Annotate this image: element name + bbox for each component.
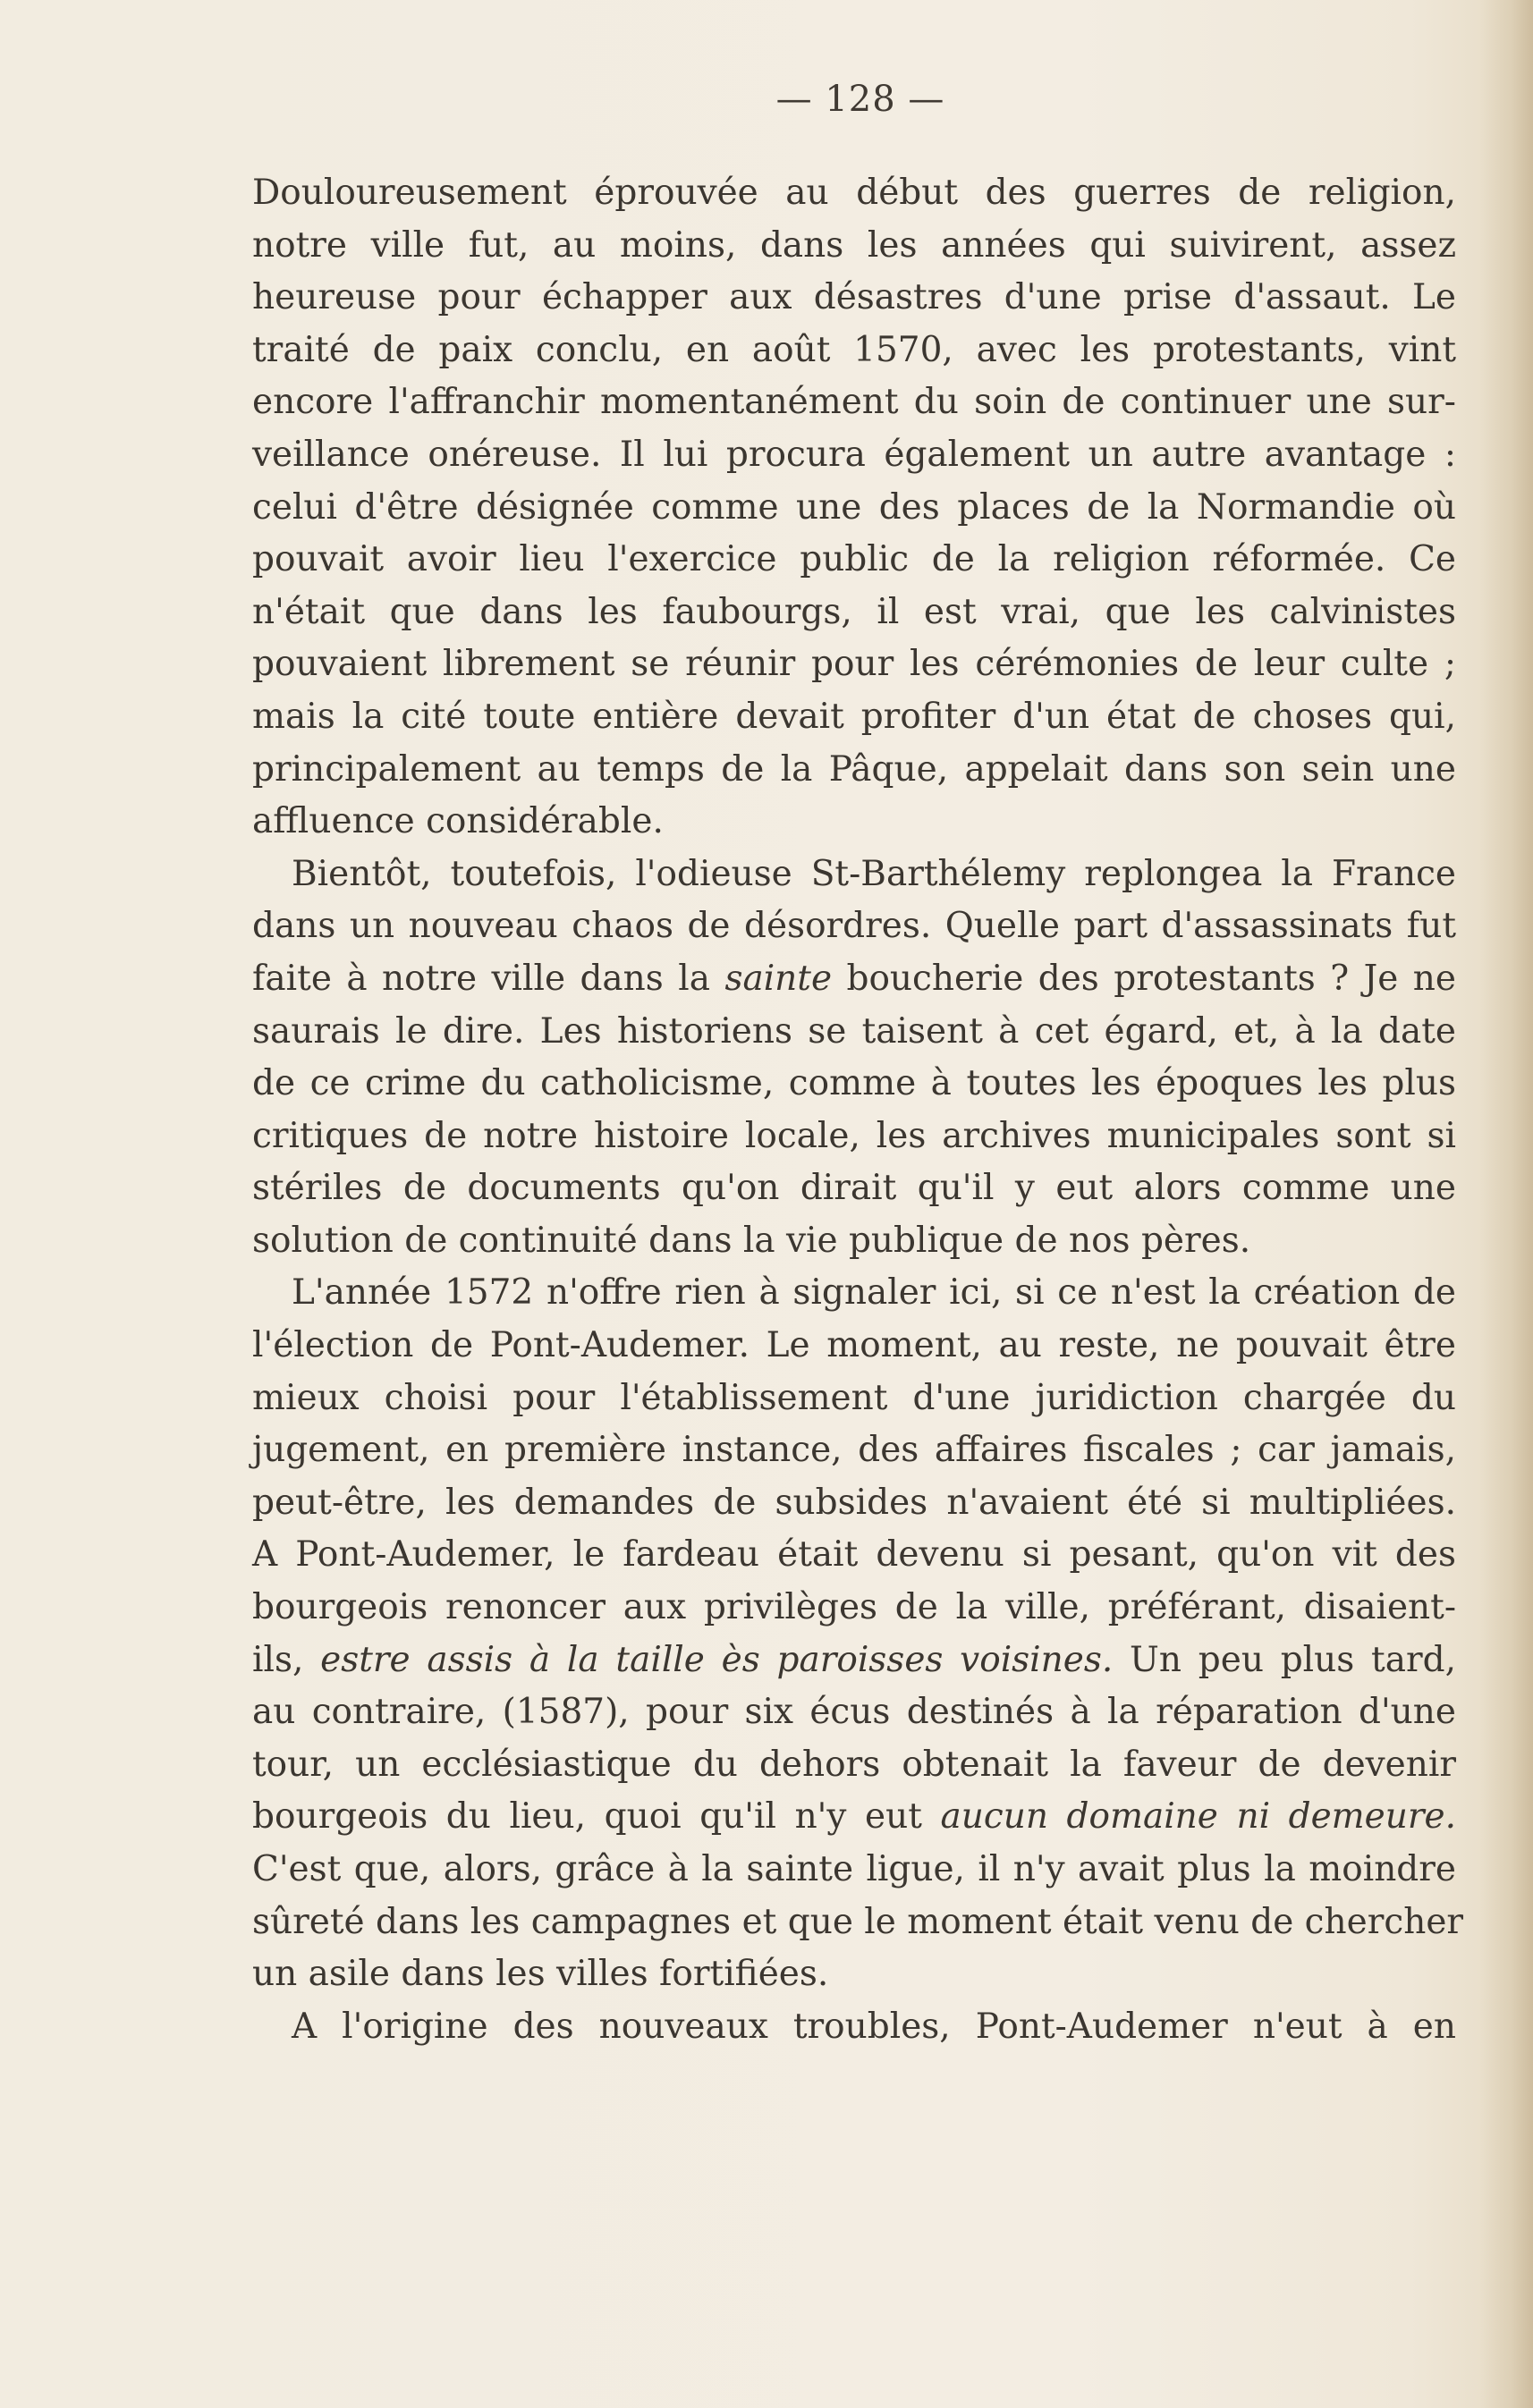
text-line: encore l'affranchir momentanément du soin de continuer une sur-	[252, 382, 1456, 423]
text-line: de ce crime du catholicisme, comme à toutes les époques les plus	[252, 1063, 1456, 1104]
text-line: principalement au temps de la Pâque, appelait dans son sein une	[252, 748, 1456, 790]
paragraph	[252, 167, 1456, 849]
text-line: au contraire, (1587), pour six écus destinés à la réparation d'une	[252, 1692, 1456, 1733]
text-line: saurais le dire. Les historiens se taisent à cet égard, et, à la date	[252, 1010, 1456, 1052]
text-line: peut-être, les demandes de subsides n'avaient été si multipliées.	[252, 1482, 1456, 1523]
text-line: critiques de notre histoire locale, les archives municipales sont si	[252, 1115, 1456, 1156]
text-line: traité de paix conclu, en août 1570, avec les protestants, vint	[252, 329, 1456, 370]
paragraph	[252, 2001, 1456, 2054]
body-text	[252, 167, 1464, 2053]
text-line: heureuse pour échapper aux désastres d'une prise d'assaut. Le	[252, 277, 1456, 318]
text-line: n'était que dans les faubourgs, il est vrai, que les calvinistes	[252, 591, 1456, 632]
italic-quotation: estre assis à la taille ès paroisses voisines.	[320, 1639, 1114, 1680]
text-line: sûreté dans les campagnes et que le moment était venu de chercher	[252, 1901, 1464, 1942]
paragraph	[252, 1267, 1464, 2000]
text-line: bourgeois du lieu, quoi qu'il n'y eut aucun domaine ni demeure.	[252, 1796, 1456, 1838]
text-line: notre ville fut, au moins, dans les années qui suivirent, assez	[252, 224, 1456, 266]
text-line: veillance onéreuse. Il lui procura également un autre avantage :	[252, 434, 1456, 475]
text-line: mais la cité toute entière devait profiter d'un état de choses qui,	[252, 696, 1456, 737]
text-line: tour, un ecclésiastique du dehors obtenait la faveur de devenir	[252, 1744, 1456, 1785]
text-line: ils, estre assis à la taille ès paroisses voisines. Un peu plus tard,	[252, 1639, 1456, 1680]
italic-emphasis: sainte	[724, 958, 833, 999]
text-line: l'élection de Pont-Audemer. Le moment, au reste, ne pouvait être	[252, 1325, 1456, 1366]
text-line: celui d'être désignée comme une des places de la Normandie où	[252, 486, 1456, 528]
text-line: pouvaient librement se réunir pour les cérémonies de leur culte ;	[252, 644, 1456, 685]
text-line: jugement, en première instance, des affaires fiscales ; car jamais,	[252, 1430, 1456, 1471]
page-number: — 128 —	[775, 79, 945, 120]
text-line: affluence considérable.	[252, 801, 664, 842]
text-line: stériles de documents qu'on dirait qu'il y eut alors comme une	[252, 1168, 1456, 1209]
page-gutter-shadow	[1479, 0, 1533, 2408]
text-line: mieux choisi pour l'établissement d'une juridiction chargée du	[252, 1377, 1456, 1418]
text-line: A l'origine des nouveaux troubles, Pont-Audemer n'eut à en	[292, 2006, 1456, 2047]
text-line: A Pont-Audemer, le fardeau était devenu si pesant, qu'on vit des	[252, 1534, 1456, 1576]
text-line: dans un nouveau chaos de désordres. Quelle part d'assassinats fut	[252, 906, 1456, 947]
paragraph	[252, 849, 1456, 1268]
text-line: Douloureusement éprouvée au début des guerres de religion,	[252, 173, 1456, 213]
text-line: faite à notre ville dans la sainte boucherie des protestants ? Je ne	[252, 958, 1456, 999]
text-line: un asile dans les villes fortifiées.	[252, 1954, 829, 1995]
text-line: pouvait avoir lieu l'exercice public de la religion réformée. Ce	[252, 539, 1456, 580]
text-line: bourgeois renoncer aux privilèges de la ville, préférant, disaient-	[252, 1587, 1456, 1628]
text-line: Bientôt, toutefois, l'odieuse St-Barthélemy replongea la France	[292, 853, 1456, 894]
italic-quotation: aucun domaine ni demeure.	[940, 1796, 1456, 1838]
text-line: C'est que, alors, grâce à la sainte ligue, il n'y avait plus la moindre	[252, 1849, 1456, 1889]
text-line: L'année 1572 n'offre rien à signaler ici, si ce n'est la création de	[292, 1272, 1456, 1314]
text-line: solution de continuité dans la vie publique de nos pères.	[252, 1220, 1251, 1261]
